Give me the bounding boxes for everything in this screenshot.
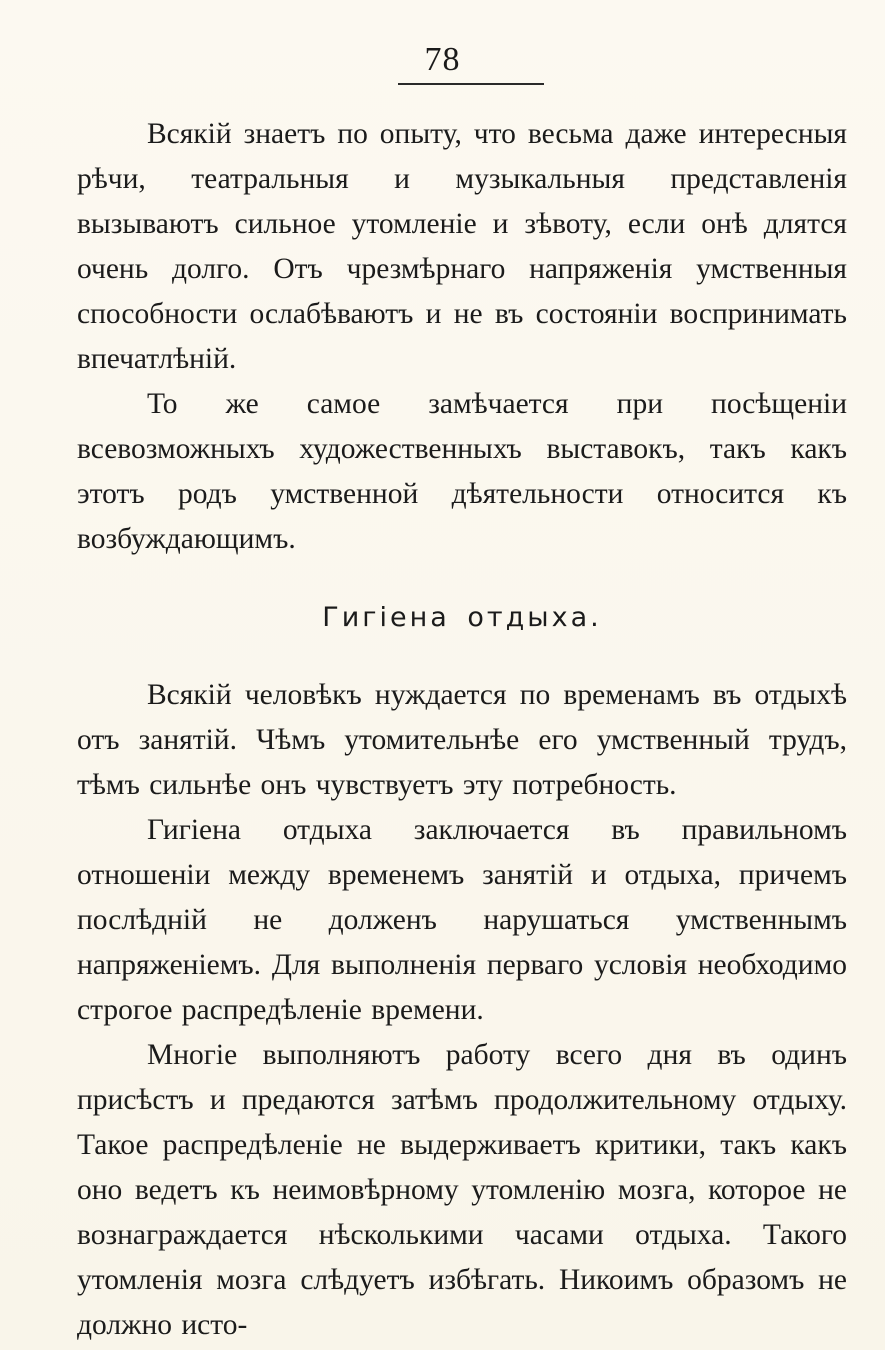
page-number: 78 [424, 41, 461, 78]
page-body [77, 112, 847, 1348]
paragraph-rest-hygiene: Гигіена отдыха заключается въ правильномъ отношеніи между временемъ занятій и отдыха, причемъ послѣдній не долженъ нарушаться умственнымъ напряженіемъ. Для выполненія перваго условія необходимо строгое распредѣленіе времени. [77, 814, 847, 1026]
paragraph-exhibitions: То же самое замѣчается при посѣщеніи всевозможныхъ художественныхъ выставокъ, такъ какъ этотъ родъ умственной дѣятельности относится къ возбуждающимъ. [77, 388, 847, 555]
page-number-rule [398, 83, 544, 85]
section-heading: Гигіена отдыха. [322, 602, 602, 633]
paragraph-work-distribution: Многіе выполняютъ работу всего дня въ одинъ присѣстъ и предаются затѣмъ продолжительному отдыху. Такое распредѣленіе не выдерживаетъ критики, такъ какъ оно ведетъ къ неимовѣрному утомленію мозга, которое не вознаграждается нѣсколькими часами отдыха. Такого утомленія мозга слѣдуетъ избѣгать. Никоимъ образомъ не должно исто- [77, 1039, 847, 1341]
paragraph-need-rest: Всякій человѣкъ нуждается по временамъ въ отдыхѣ отъ занятій. Чѣмъ утомительнѣе его умственный трудъ, тѣмъ сильнѣе онъ чувствуетъ эту потребность. [77, 679, 847, 801]
paragraph-fatigue-speeches: Всякій знаетъ по опыту, что весьма даже интересныя рѣчи, театральныя и музыкальныя представленія вызываютъ сильное утомленіе и зѣвоту, если онѣ длятся очень долго. Отъ чрезмѣрнаго напряженія умственныя способности ослабѣваютъ и не въ состояніи воспринимать впечатлѣній. [77, 118, 847, 375]
